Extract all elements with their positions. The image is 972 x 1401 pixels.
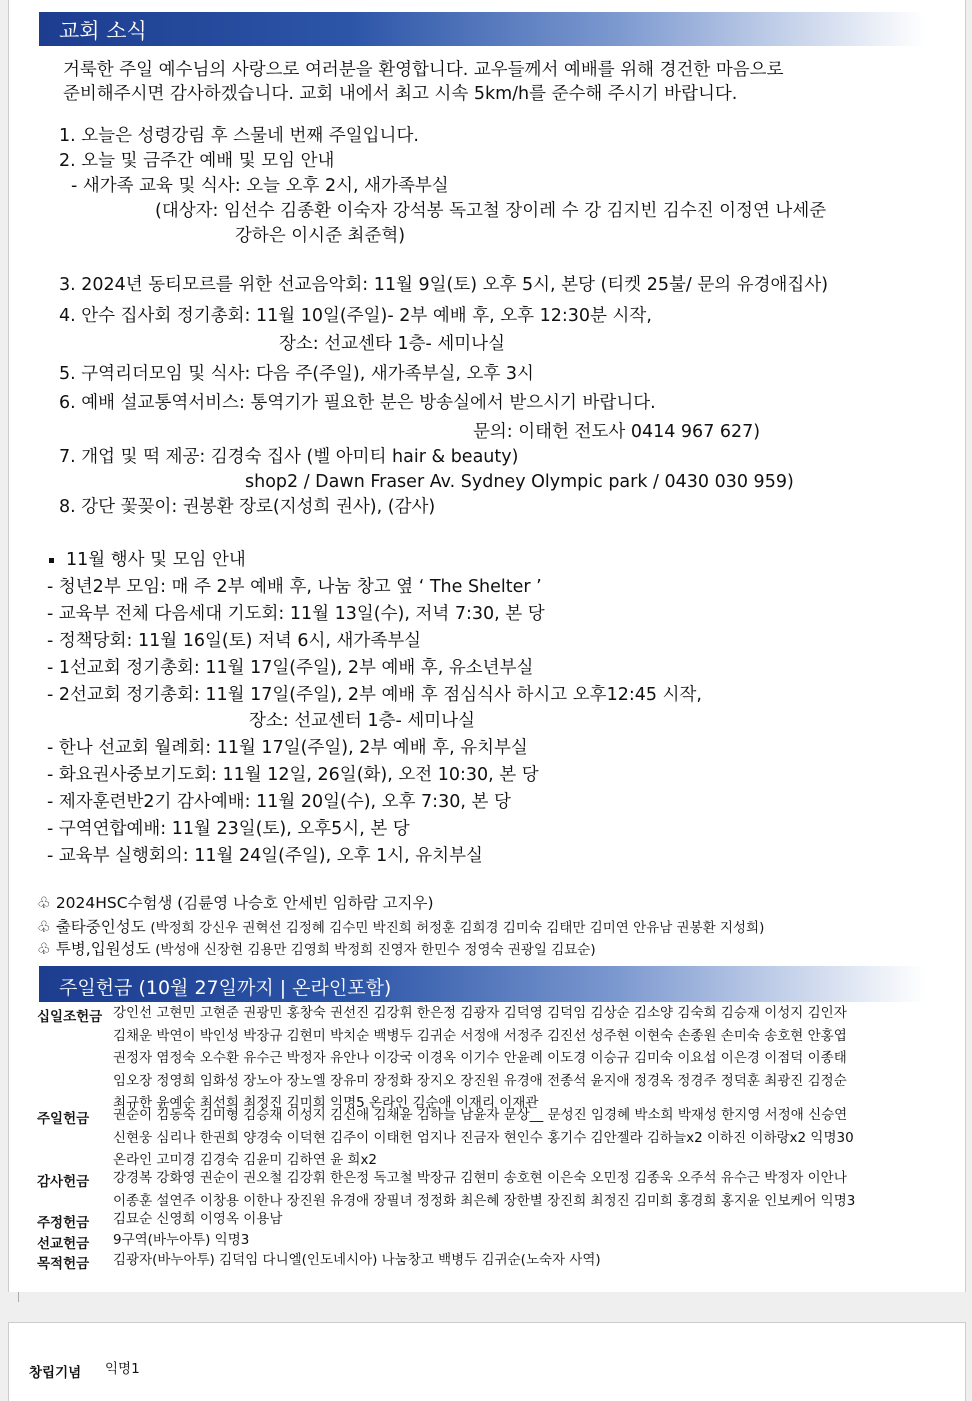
offering-names-founding: 익명1	[105, 1361, 140, 1377]
intro-line-1: 거룩한 주일 예수님의 사랑으로 여러분을 환영합니다. 교우들께서 예배를 위해 경건한 마음으로	[63, 60, 784, 80]
offering-names-thanks	[113, 1167, 855, 1212]
offering-label-sunday: 주일헌금	[37, 1111, 90, 1127]
news-item-1: 1. 오늘은 성령강림 후 스물네 번째 주일입니다.	[59, 126, 419, 146]
names-line: 이종훈 설연주 이창용 이한나 장진원 유경애 장필녀 정정화 최은혜 장한별 장진희 최정진 김미희 홍경희 홍지윤 인보케어 익명3	[113, 1192, 856, 1209]
news-item-2-sub: - 새가족 교육 및 식사: 오늘 오후 2시, 새가족부실	[71, 176, 449, 196]
page-2	[8, 1322, 966, 1401]
offering-names-sunday	[113, 1104, 854, 1172]
november-item-8: - 제자훈련반2기 감사예배: 11월 20일(수), 오후 7:30, 본 당	[47, 792, 511, 812]
news-item-5: 5. 구역리더모임 및 식사: 다음 주(주일), 새가족부실, 오후 3시	[59, 364, 534, 384]
prayer-line-exam	[37, 893, 434, 914]
november-title-text: 11월 행사 및 모임 안내	[66, 550, 246, 570]
church-news-title: 교회 소식	[59, 19, 147, 43]
prayer-line-away	[37, 917, 764, 938]
names-line: 권순이 김동숙 김미형 김승재 이성지 김신애 김채윤 김하늘 남윤자 문상__ 문성진 임경혜 박소희 박재성 한지영 서정애 신승연	[113, 1107, 848, 1123]
news-item-2-targets-cont: 강하은 이시준 최준혁)	[235, 226, 406, 246]
news-item-2: 2. 오늘 및 금주간 예배 및 모임 안내	[59, 151, 335, 171]
november-item-4: - 1선교회 정기총회: 11월 17일(주일), 2부 예배 후, 유소년부실	[47, 658, 534, 678]
names-line: 김채운 박연이 박인성 박장규 김현미 박치순 백병두 김귀순 서정애 서정주 김진선 성주현 이현숙 손종원 손미숙 송호현 안홍엽	[113, 1027, 847, 1044]
november-item-5: - 2선교회 정기총회: 11월 17일(주일), 2부 예배 후 점심식사 하시고 오후12:45 시작,	[47, 685, 702, 705]
offering-label-founding: 창립기념	[29, 1365, 82, 1381]
offering-names-weekly	[113, 1208, 282, 1231]
names-line: 최규한 윤예순 최선희 최정진 김미희 익명5 온라인 김순애 이재리 이재관	[113, 1095, 539, 1112]
names-line: 강경복 강화영 권순이 권오철 김강휘 한은정 독고철 박장규 김현미 송호현 이은숙 오민정 김종욱 오주석 유수근 박정자 이안나	[113, 1170, 847, 1186]
november-item-7: - 화요권사중보기도회: 11월 12일, 26일(화), 오전 10:30, 본 당	[47, 765, 539, 785]
november-item-3: - 정책당회: 11월 16일(토) 저녁 6시, 새가족부실	[47, 631, 422, 651]
page-1	[8, 0, 966, 1292]
names-line: 임오장 정영희 임화성 장노아 장노엘 장유미 장정화 장지오 장진원 유경애 전종석 윤지애 정경옥 정경주 정덕훈 최광진 김정순	[113, 1072, 847, 1089]
offering-label-purpose: 목적헌금	[37, 1256, 90, 1272]
news-item-8: 8. 강단 꽃꽂이: 권봉환 장로(지성희 권사), (감사)	[59, 497, 436, 517]
november-item-9: - 구역연합예배: 11월 23일(토), 오후5시, 본 당	[47, 819, 410, 839]
offering-names-purpose	[113, 1249, 601, 1272]
prayer-line-sick	[37, 939, 596, 960]
news-item-6-contact: 문의: 이태헌 전도사 0414 967 627)	[473, 422, 761, 442]
names-line: 김묘순 신영희 이영옥 이용남	[113, 1211, 283, 1227]
offering-label-tithe: 십일조헌금	[37, 1009, 103, 1025]
offering-header	[39, 966, 925, 1002]
names-line: 강인선 고현민 고현준 권광민 홍창숙 권선진 김강휘 한은정 김광자 김덕영 김덕임 김상순 김소양 김숙희 김승재 이성지 김인자	[113, 1005, 847, 1021]
names-line: 권정자 염정숙 오수환 유수근 박정자 유안나 이강국 이경옥 이기수 안윤례 이도경 이승규 김미숙 이요섭 이은경 이점덕 이종태	[113, 1050, 847, 1067]
offering-label-thanks: 감사헌금	[37, 1174, 90, 1190]
offering-title: 주일헌금 (10월 27일까지 | 온라인포함)	[59, 977, 392, 999]
news-item-7-address: shop2 / Dawn Fraser Av. Sydney Olympic park / 0430 030 959)	[245, 472, 794, 492]
prayer-names: (박정희 강신우 권혁선 김정혜 김수민 박진희 허정훈 김희경 김미숙 김태만 김미연 안유남 권봉환 지성희)	[150, 920, 765, 936]
news-item-6: 6. 예배 설교통역서비스: 통역기가 필요한 분은 방송실에서 받으시기 바랍니다.	[59, 393, 656, 413]
names-line: 신현웅 심리나 한권희 양경숙 이덕현 김주이 이태헌 엄지나 진금자 현인수 홍기수 김안젤라 김하늘x2 이하진 이하랑x2 익명30	[113, 1129, 854, 1146]
november-title	[49, 548, 246, 572]
intro-line-2: 준비해주시면 감사하겠습니다. 교회 내에서 최고 시속 5km/h를 준수해 주시기 바랍니다.	[63, 84, 738, 104]
november-item-5-place: 장소: 선교센터 1층- 세미나실	[249, 711, 475, 731]
names-line: 김광자(바누아투) 김덕임 다니엘(인도네시아) 나눔창고 백병두 김귀순(노숙자 사역)	[113, 1252, 601, 1268]
prayer-label: ♧ 투병,입원성도	[37, 940, 151, 958]
prayer-label: ♧ 출타중인성도	[37, 918, 146, 936]
november-item-10: - 교육부 실행회의: 11월 24일(주일), 오후 1시, 유치부실	[47, 846, 483, 866]
news-item-7: 7. 개업 및 떡 제공: 김경숙 집사 (벨 아미티 hair & beauty)	[59, 447, 519, 467]
news-item-2-targets: (대상자: 임선수 김종환 이숙자 강석봉 독고철 장이레 수 강 김지빈 김수진 이정연 나세준	[155, 201, 827, 221]
news-item-4-place: 장소: 선교센타 1층- 세미나실	[279, 334, 505, 354]
news-item-3: 3. 2024년 동티모르를 위한 선교음악회: 11월 9일(토) 오후 5시, 본당 (티켓 25불/ 문의 유경애집사)	[59, 275, 829, 295]
names-line: 9구역(바누아투) 익명3	[113, 1232, 250, 1248]
church-news-header	[39, 12, 925, 46]
prayer-label: ♧ 2024HSC수험생	[37, 894, 173, 912]
bullet-icon	[49, 558, 54, 563]
offering-label-mission: 선교헌금	[37, 1236, 90, 1252]
november-item-6: - 한나 선교회 월례회: 11월 17일(주일), 2부 예배 후, 유치부실	[47, 738, 528, 758]
prayer-names: (김륜영 나승호 안세빈 임하람 고지우)	[177, 894, 434, 912]
november-item-2: - 교육부 전체 다음세대 기도회: 11월 13일(수), 저녁 7:30, 본 당	[47, 604, 545, 624]
offering-names-tithe	[113, 1002, 847, 1115]
offering-label-weekly: 주정헌금	[37, 1215, 90, 1231]
names-line: 온라인 고미경 김경숙 김윤미 김하연 윤 희x2	[113, 1152, 378, 1169]
november-item-1: - 청년2부 모임: 매 주 2부 예배 후, 나눔 창고 옆 ‘ The Shelter ’	[47, 577, 542, 597]
news-item-4: 4. 안수 집사회 정기총회: 11월 10일(주일)- 2부 예배 후, 오후 12:30분 시작,	[59, 306, 652, 326]
prayer-names: (박성애 신장현 김용만 김영희 박정희 진영자 한민수 정영숙 권광일 김묘순)	[155, 942, 596, 958]
